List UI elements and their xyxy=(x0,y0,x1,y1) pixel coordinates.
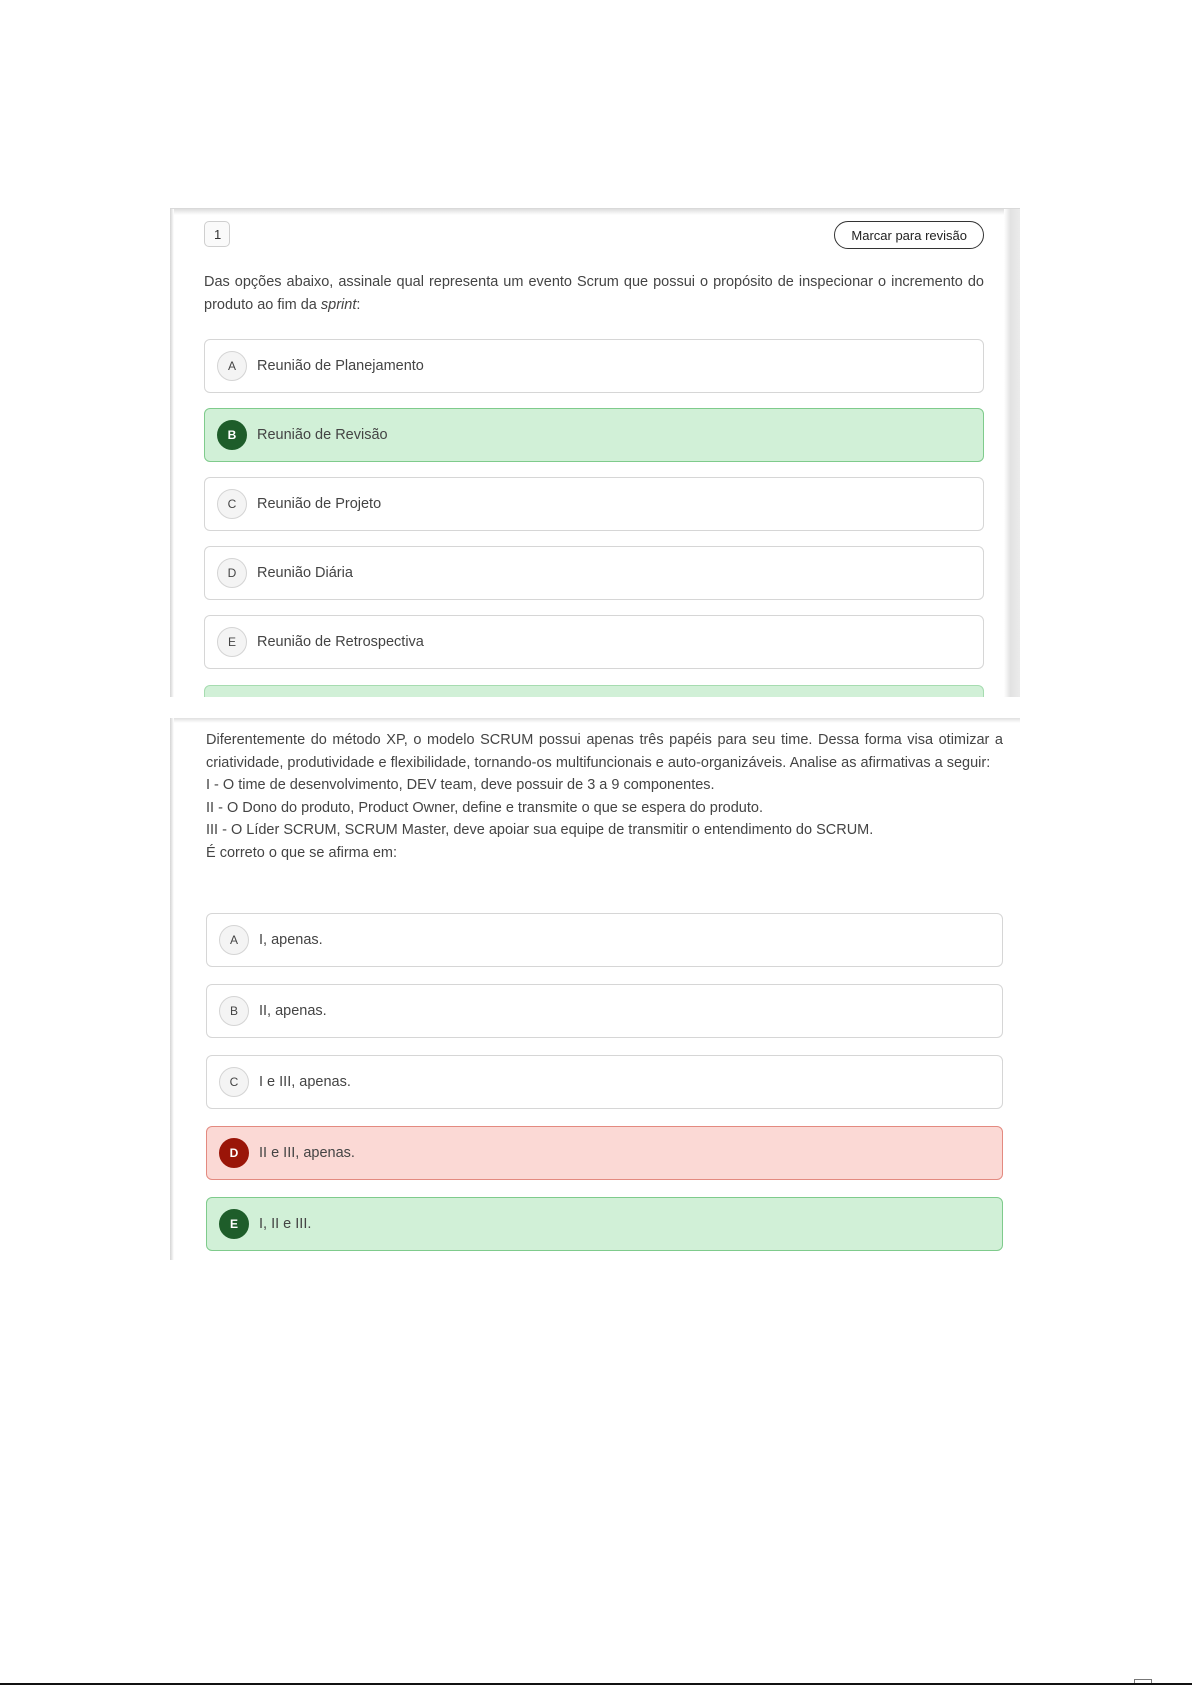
question-2-options xyxy=(206,913,1003,1260)
option-text: I, apenas. xyxy=(259,932,323,948)
option-text: Reunião de Revisão xyxy=(257,427,388,443)
q1-option-c[interactable] xyxy=(204,477,984,531)
option-letter-badge: C xyxy=(217,489,247,519)
q2-option-c[interactable] xyxy=(206,1055,1003,1109)
shadow-left xyxy=(170,209,174,697)
option-letter-badge: E xyxy=(217,627,247,657)
question-2-card xyxy=(170,718,1020,1260)
question-2-prompt: É correto o que se afirma em: xyxy=(206,844,397,861)
question-2-text xyxy=(206,729,1003,864)
option-text: II, apenas. xyxy=(259,1003,327,1019)
question-number-badge: 1 xyxy=(204,221,230,247)
q1-option-d[interactable] xyxy=(204,546,984,600)
q2-option-e-correct[interactable] xyxy=(206,1197,1003,1251)
option-letter-badge: D xyxy=(217,558,247,588)
q1-option-a[interactable] xyxy=(204,339,984,393)
statement-1: I - O time de desenvolvimento, DEV team, deve possuir de 3 a 9 componentes. xyxy=(206,777,715,793)
question-1-text: Das opções abaixo, assinale qual representa um evento Scrum que possui o propósito de inspecionar o incremento do produto ao fim da sprint: xyxy=(204,274,984,313)
option-text: Reunião de Planejamento xyxy=(257,358,424,374)
option-letter-badge: C xyxy=(219,1067,249,1097)
q1-option-b-correct[interactable] xyxy=(204,408,984,462)
q2-option-d-wrong[interactable] xyxy=(206,1126,1003,1180)
question-2-intro: Diferentemente do método XP, o modelo SCRUM possui apenas três papéis para seu time. Dessa forma visa otimizar a criatividade, produtividade e flexibilidade, tornando-os multifuncionais e auto-organizáveis. Analise as afirmativas a seguir: xyxy=(206,732,1003,771)
option-letter-badge: A xyxy=(219,925,249,955)
option-letter-badge: B xyxy=(219,996,249,1026)
mark-for-review-button[interactable]: Marcar para revisão xyxy=(834,221,984,249)
q1-option-e[interactable] xyxy=(204,615,984,669)
shadow-top xyxy=(170,718,1020,723)
option-letter-badge: E xyxy=(219,1209,249,1239)
option-letter-badge: D xyxy=(219,1138,249,1168)
shadow-top xyxy=(170,209,1020,215)
option-text: I, II e III. xyxy=(259,1216,312,1232)
q2-option-b[interactable] xyxy=(206,984,1003,1038)
option-text: Reunião de Projeto xyxy=(257,496,382,512)
option-letter-badge: B xyxy=(217,420,247,450)
question-1-options xyxy=(204,339,984,684)
scrollbar-track[interactable] xyxy=(1004,209,1020,697)
shadow-left xyxy=(170,718,174,1260)
feedback-panel-cropped xyxy=(204,685,984,697)
option-text: I e III, apenas. xyxy=(259,1074,351,1090)
statement-3: III - O Líder SCRUM, SCRUM Master, deve apoiar sua equipe de transmitir o entendimento do SCRUM. xyxy=(206,822,874,838)
q2-option-a[interactable] xyxy=(206,913,1003,967)
option-text: Reunião de Retrospectiva xyxy=(257,634,424,650)
statement-2: II - O Dono do produto, Product Owner, define e transmite o que se espera do produto. xyxy=(206,799,763,816)
option-text: Reunião Diária xyxy=(257,565,353,581)
page-corner-mark xyxy=(1134,1679,1152,1683)
question-1-card xyxy=(170,208,1020,697)
option-text: II e III, apenas. xyxy=(259,1145,355,1161)
option-letter-badge: A xyxy=(217,351,247,381)
